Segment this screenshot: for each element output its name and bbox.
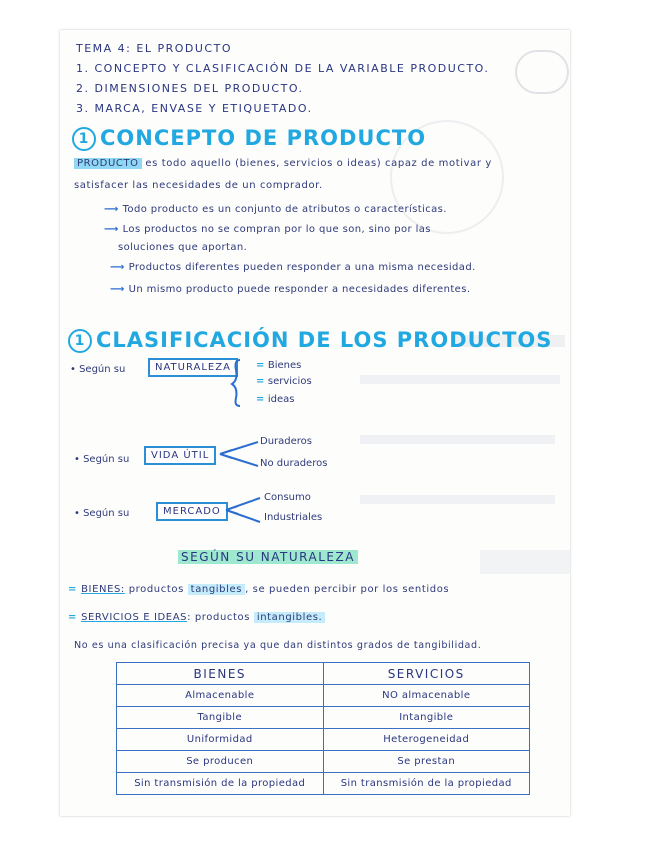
- column-header: BIENES: [117, 663, 324, 685]
- classification-box-mercado: MERCADO: [156, 502, 228, 521]
- table-row: [117, 751, 530, 773]
- definition-text: es todo aquello (bienes, servicios o ideas) capaz de motivar y: [145, 158, 492, 169]
- subsection-heading-text: SEGÚN SU NATURALEZA: [178, 550, 358, 564]
- definition-line: [74, 158, 492, 169]
- bleed-through-mark: [360, 375, 560, 384]
- bleed-through-mark: [515, 50, 569, 94]
- highlighted-word: intangibles.: [254, 612, 326, 623]
- table-cell: Sin transmisión de la propiedad: [117, 773, 324, 795]
- section-title: [68, 328, 552, 353]
- header-item: 1. CONCEPTO Y CLASIFICACIÓN DE LA VARIABLE PRODUCTO.: [76, 62, 490, 75]
- theme-title: TEMA 4: EL PRODUCTO: [76, 42, 232, 55]
- text: productos: [128, 584, 184, 595]
- arrow-icon: ⟶: [110, 284, 129, 295]
- section-title: [72, 126, 426, 151]
- arrow-bullet: [110, 284, 470, 295]
- classification-item: No duraderos: [260, 458, 328, 469]
- comparison-table: [116, 662, 530, 795]
- classification-box-vida-util: VIDA ÚTIL: [144, 446, 216, 465]
- classification-item: = servicios: [256, 376, 312, 387]
- table-row: [117, 685, 530, 707]
- bienes-term: BIENES:: [81, 584, 125, 595]
- bleed-through-mark: [360, 495, 555, 504]
- arrow-icon: ⟶: [110, 262, 129, 273]
- table-cell: Sin transmisión de la propiedad: [323, 773, 530, 795]
- text: : productos: [187, 612, 251, 623]
- bullet-text: Productos diferentes pueden responder a una misma necesidad.: [128, 262, 476, 273]
- arrow-bullet: [104, 224, 431, 235]
- table-cell: Se prestan: [323, 751, 530, 773]
- table-row: [117, 773, 530, 795]
- table-cell: Tangible: [117, 707, 324, 729]
- highlighted-word: tangibles: [188, 584, 245, 595]
- arrow-icon: ⟶: [104, 204, 123, 215]
- classification-item: Industriales: [264, 512, 323, 523]
- classification-item: Consumo: [264, 492, 311, 503]
- arrow-bullet: [104, 204, 447, 215]
- table-cell: Almacenable: [117, 685, 324, 707]
- classification-box-naturaleza: NATURALEZA: [148, 358, 238, 377]
- arrow-bullet: [110, 262, 476, 273]
- classification-prefix: • Según su: [74, 454, 130, 465]
- classification-item: Duraderos: [260, 436, 312, 447]
- item-text: Bienes: [267, 360, 302, 371]
- section-title-text: CLASIFICACIÓN DE LOS PRODUCTOS: [96, 328, 553, 352]
- table-cell: NO almacenable: [323, 685, 530, 707]
- bleed-through-mark: [360, 435, 555, 444]
- bullet-continuation: soluciones que aportan.: [118, 242, 248, 253]
- notebook-page: [60, 30, 570, 816]
- fork-arrow-icon: [224, 492, 264, 528]
- definition-line: satisfacer las necesidades de un comprador.: [74, 180, 323, 191]
- fork-arrow-icon: [218, 436, 262, 472]
- classification-prefix: • Según su: [70, 364, 126, 375]
- header-item: 3. MARCA, ENVASE Y ETIQUETADO.: [76, 102, 313, 115]
- section-title-text: CONCEPTO DE PRODUCTO: [100, 126, 427, 150]
- subsection-heading: [178, 550, 358, 564]
- servicios-term: SERVICIOS E IDEAS: [81, 612, 188, 623]
- bullet-text: Todo producto es un conjunto de atributos o características.: [122, 204, 447, 215]
- table-cell: Heterogeneidad: [323, 729, 530, 751]
- bienes-line: = BIENES: productos tangibles , se pueden percibir por los sentidos: [68, 584, 450, 595]
- column-header: SERVICIOS: [323, 663, 530, 685]
- classification-item: = ideas: [256, 394, 295, 405]
- table-cell: Intangible: [323, 707, 530, 729]
- item-text: servicios: [267, 376, 312, 387]
- highlighted-term: PRODUCTO: [74, 158, 142, 169]
- table-header-row: [117, 663, 530, 685]
- precision-note: No es una clasificación precisa ya que dan distintos grados de tangibilidad.: [74, 640, 482, 651]
- classification-prefix: • Según su: [74, 508, 130, 519]
- arrow-icon: ⟶: [104, 224, 123, 235]
- item-text: ideas: [267, 394, 295, 405]
- table-row: [117, 729, 530, 751]
- section-number: 1: [72, 127, 96, 151]
- bullet-text: Los productos no se compran por lo que son, sino por las: [122, 224, 431, 235]
- classification-item: = Bienes: [256, 360, 302, 371]
- section-number: 1: [68, 329, 92, 353]
- header-item: 2. DIMENSIONES DEL PRODUCTO.: [76, 82, 304, 95]
- bleed-through-mark: [480, 550, 570, 574]
- bullet-text: Un mismo producto puede responder a necesidades diferentes.: [128, 284, 471, 295]
- table-row: [117, 707, 530, 729]
- table-cell: Uniformidad: [117, 729, 324, 751]
- text: , se pueden percibir por los sentidos: [245, 584, 450, 595]
- table-cell: Se producen: [117, 751, 324, 773]
- servicios-line: = SERVICIOS E IDEAS: productos intangibles.: [68, 612, 325, 623]
